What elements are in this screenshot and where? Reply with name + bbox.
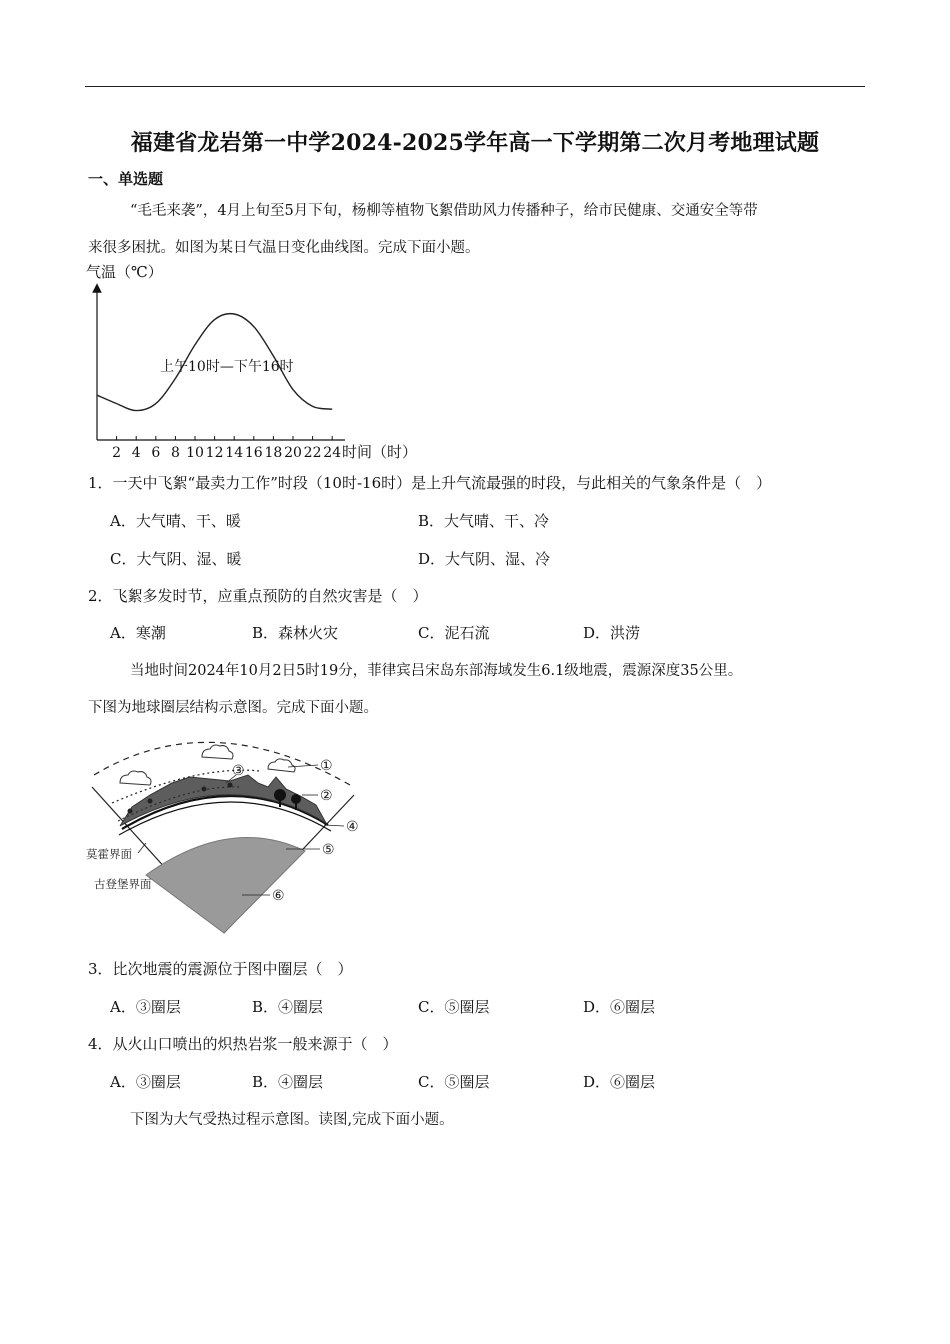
q1-option-d[interactable]: D．大气阴、湿、冷 xyxy=(418,550,551,568)
q3-option-d[interactable]: D．⑥圈层 xyxy=(583,998,656,1016)
label-5: ⑤ xyxy=(322,842,335,858)
gutenberg-label: 古登堡界面 xyxy=(94,877,152,891)
q3-option-c[interactable]: C．⑤圈层 xyxy=(418,998,490,1016)
q1-option-a[interactable]: A．大气晴、干、暖 xyxy=(110,512,241,530)
temperature-chart xyxy=(80,260,440,465)
q2-option-b[interactable]: B．森林火灾 xyxy=(252,624,339,642)
x-tick-label: 8 xyxy=(170,445,180,461)
q4-stem: 4．从火山口喷出的炽热岩浆一般来源于（ ） xyxy=(88,1035,398,1053)
q1-option-c[interactable]: C．大气阴、湿、暖 xyxy=(110,550,242,568)
q2-option-a[interactable]: A．寒潮 xyxy=(110,624,166,642)
page-title: 福建省龙岩第一中学2024-2025学年高一下学期第二次月考地理试题 xyxy=(130,130,820,156)
label-4: ④ xyxy=(346,819,359,835)
section-heading: 一、单选题 xyxy=(88,170,164,188)
label-1: ① xyxy=(320,758,333,774)
q4-option-d[interactable]: D．⑥圈层 xyxy=(583,1073,656,1091)
q1-option-b[interactable]: B．大气晴、干、冷 xyxy=(418,512,550,530)
header-rule xyxy=(85,86,865,87)
passage1-line1: “毛毛来袭”，4月上旬至5月下旬，杨柳等植物飞絮借助风力传播种子，给市民健康、交通安全等带 xyxy=(130,203,758,219)
passage2-line1: 当地时间2024年10月2日5时19分，菲律宾吕宋岛东部海域发生6.1级地震，震源深度35公里。 xyxy=(130,663,743,679)
chart-annotation: 上午10时—下午16时 xyxy=(160,359,294,375)
earth-sphere-diagram xyxy=(80,725,370,945)
q3-option-a[interactable]: A．③圈层 xyxy=(110,998,181,1016)
q3-stem: 3．比次地震的震源位于图中圈层（ ） xyxy=(88,960,353,978)
label-6: ⑥ xyxy=(272,888,285,904)
x-tick-label: 14 xyxy=(225,445,244,461)
x-tick-label: 10 xyxy=(186,445,204,461)
label-3: ③ xyxy=(232,763,245,779)
x-tick-label: 18 xyxy=(264,445,283,461)
label-2: ② xyxy=(320,788,333,804)
x-tick-label: 4 xyxy=(131,445,141,461)
q2-stem: 2．飞絮多发时节，应重点预防的自然灾害是（ ） xyxy=(88,587,428,605)
q1-stem: 1．一天中飞絮“最卖力工作”时段（10时-16时）是上升气流最强的时段，与此相关的气象条件是（ ） xyxy=(88,474,772,492)
atmosphere-boundary xyxy=(94,742,350,785)
moho-label: 莫霍界面 xyxy=(86,847,132,861)
passage2-line2: 下图为地球圈层结构示意图。完成下面小题。 xyxy=(88,700,378,716)
x-tick-label: 6 xyxy=(151,445,161,461)
x-tick-label: 20 xyxy=(284,445,302,461)
q2-option-c[interactable]: C．泥石流 xyxy=(418,624,490,642)
x-tick-label: 12 xyxy=(205,445,224,461)
chart-ylabel: 气温（℃） xyxy=(86,263,163,281)
x-tick-label: 24 xyxy=(323,445,342,461)
q3-option-b[interactable]: B．④圈层 xyxy=(252,998,324,1016)
x-tick-label: 2 xyxy=(112,445,122,461)
q4-option-c[interactable]: C．⑤圈层 xyxy=(418,1073,490,1091)
passage3: 下图为大气受热过程示意图。读图,完成下面小题。 xyxy=(130,1112,454,1128)
q4-option-b[interactable]: B．④圈层 xyxy=(252,1073,324,1091)
x-tick-label: 16 xyxy=(244,445,263,461)
q2-option-d[interactable]: D．洪涝 xyxy=(583,624,641,642)
x-tick-label: 22 xyxy=(303,445,322,461)
core-layer xyxy=(146,838,305,934)
passage1-line2: 来很多困扰。如图为某日气温日变化曲线图。完成下面小题。 xyxy=(88,240,480,256)
chart-xlabel: 时间（时） xyxy=(342,443,418,461)
q4-option-a[interactable]: A．③圈层 xyxy=(110,1073,181,1091)
